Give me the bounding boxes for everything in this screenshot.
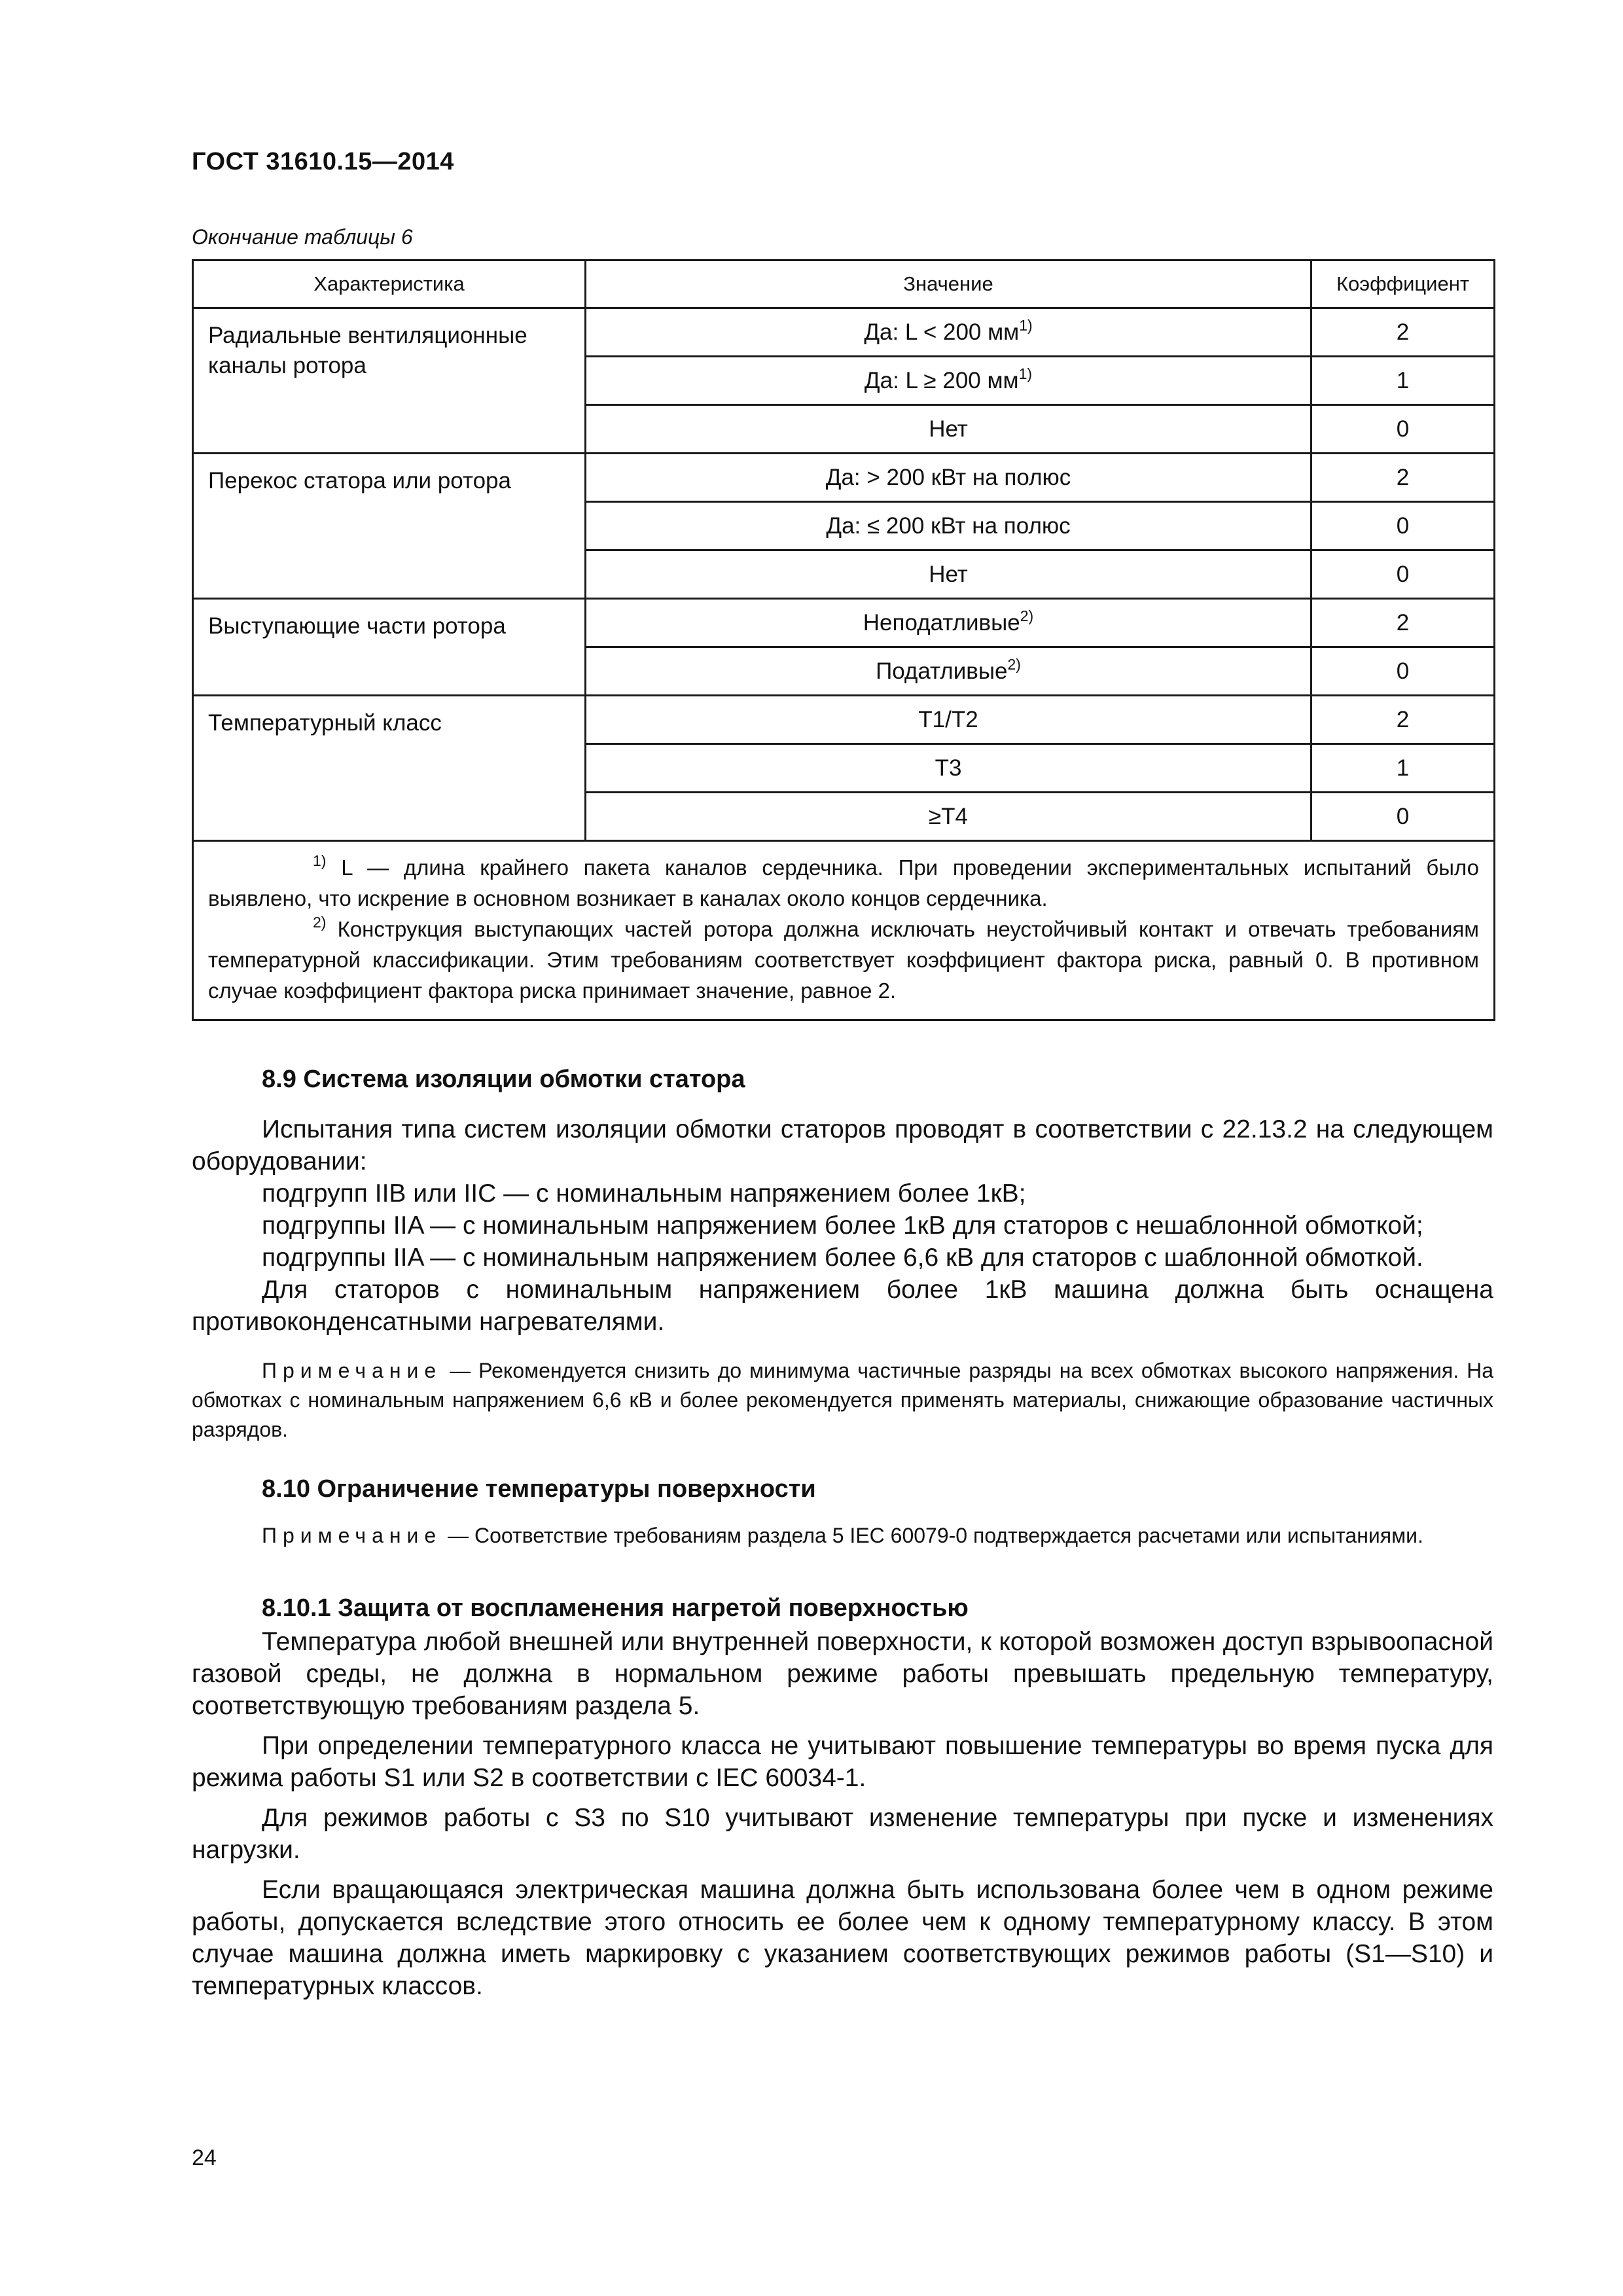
value-text: Да: L ≥ 200 мм bbox=[864, 367, 1019, 393]
value-text: Да: L < 200 мм bbox=[864, 319, 1020, 345]
value-cell bbox=[586, 647, 1311, 696]
value-cell: Нет bbox=[586, 550, 1311, 599]
table-row bbox=[193, 454, 1495, 502]
coefficient-cell: 0 bbox=[1311, 647, 1495, 696]
header-characteristic: Характеристика bbox=[193, 260, 586, 308]
paragraph: Для режимов работы с S3 по S10 учитывают изменение температуры при пуске и изменениях нагрузки. bbox=[192, 1804, 1493, 1864]
page-number: 24 bbox=[192, 2145, 217, 2170]
value-cell: Да: ≤ 200 кВт на полюс bbox=[586, 502, 1311, 550]
coefficient-table bbox=[192, 259, 1495, 1021]
coefficient-cell: 0 bbox=[1311, 550, 1495, 599]
characteristic-cell: Радиальные вентиляционные каналы ротора bbox=[193, 308, 586, 454]
section-8-10-1-body bbox=[192, 1626, 1493, 2002]
paragraph: При определении температурного класса не учитывают повышение температуры во время пуска для режима работы S1 или S2 в соответствии с IEC 60034-1. bbox=[192, 1732, 1493, 1792]
paragraph: Температура любой внешней или внутренней поверхности, к которой возможен доступ взрывоопасной газовой среды, не должна в нормальном режиме работы превышать предельную температуру, соответствующую требованиям раздела 5. bbox=[192, 1628, 1493, 1720]
paragraph: Для статоров с номинальным напряжением более 1кВ машина должна быть оснащена противоконденсатными нагревателями. bbox=[192, 1276, 1493, 1336]
characteristic-cell: Перекос статора или ротора bbox=[193, 454, 586, 599]
value-text: Податливые bbox=[876, 658, 1008, 684]
note-label: Примечание bbox=[262, 1524, 442, 1547]
table-notes bbox=[193, 841, 1495, 1020]
value-text: Неподатливые bbox=[863, 609, 1020, 636]
table-caption: Окончание таблицы 6 bbox=[192, 225, 413, 249]
characteristic-cell: Температурный класс bbox=[193, 696, 586, 841]
coefficient-cell: 2 bbox=[1311, 454, 1495, 502]
note-text: — Рекомендуется снизить до минимума частичные разряды на всех обмотках высокого напряжения. На обмотках с номинальным напряжением 6,6 кВ и более рекомендуется применять материалы, снижающие образование частичных разрядов. bbox=[192, 1359, 1493, 1441]
note-marker: 2) bbox=[313, 914, 327, 931]
footnote-ref: 1) bbox=[1019, 316, 1033, 334]
note-text: L — длина крайнего пакета каналов сердечника. При проведении экспериментальных испытаний было выявлено, что искрение в основном возникает в каналах около концов сердечника. bbox=[208, 855, 1480, 910]
section-8-9-body bbox=[192, 1113, 1493, 1338]
table-notes-row bbox=[193, 841, 1495, 1020]
note bbox=[192, 1356, 1493, 1444]
table-header-row bbox=[193, 260, 1495, 308]
footnote-ref: 1) bbox=[1018, 365, 1033, 382]
footnote-ref: 2) bbox=[1020, 607, 1034, 624]
value-cell: Т1/Т2 bbox=[586, 696, 1311, 744]
coefficient-cell: 2 bbox=[1311, 308, 1495, 357]
coefficient-cell: 2 bbox=[1311, 696, 1495, 744]
table-note-1 bbox=[208, 852, 1479, 914]
footnote-ref: 2) bbox=[1007, 655, 1021, 673]
note bbox=[192, 1521, 1493, 1551]
value-cell bbox=[586, 599, 1311, 647]
note-label: Примечание bbox=[262, 1359, 442, 1382]
note-marker: 1) bbox=[313, 852, 327, 869]
coefficient-cell: 0 bbox=[1311, 502, 1495, 550]
characteristic-cell: Выступающие части ротора bbox=[193, 599, 586, 696]
value-cell: Да: > 200 кВт на полюс bbox=[586, 454, 1311, 502]
table-row bbox=[193, 599, 1495, 647]
section-heading: 8.10 Ограничение температуры поверхности bbox=[262, 1475, 816, 1503]
value-cell: Нет bbox=[586, 405, 1311, 454]
header-value: Значение bbox=[586, 260, 1311, 308]
paragraph: Если вращающаяся электрическая машина должна быть использована более чем в одном режиме работы, допускается вследствие этого относить ее более чем к одному температурному классу. В этом случае машина должна иметь маркировку с указанием соответствующих режимов работы (S1—S10) и температурных классов. bbox=[192, 1876, 1493, 2000]
table-note-2 bbox=[208, 914, 1479, 1006]
coefficient-cell: 2 bbox=[1311, 599, 1495, 647]
paragraph: Испытания типа систем изоляции обмотки статоров проводят в соответствии с 22.13.2 на следующем оборудовании: bbox=[192, 1115, 1493, 1175]
list-item: подгрупп IIB или IIC — с номинальным напряжением более 1кВ; bbox=[262, 1179, 1026, 1208]
value-cell bbox=[586, 308, 1311, 357]
coefficient-cell: 0 bbox=[1311, 405, 1495, 454]
list-item: подгруппы IIA — с номинальным напряжением более 6,6 кВ для статоров с шаблонной обмоткой. bbox=[262, 1244, 1423, 1272]
value-cell: Т3 bbox=[586, 744, 1311, 793]
value-cell bbox=[586, 357, 1311, 405]
coefficient-cell: 1 bbox=[1311, 744, 1495, 793]
table-row bbox=[193, 308, 1495, 357]
section-heading: 8.9 Система изоляции обмотки статора bbox=[262, 1066, 745, 1093]
coefficient-cell: 0 bbox=[1311, 793, 1495, 841]
header-coefficient: Коэффициент bbox=[1311, 260, 1495, 308]
document-header: ГОСТ 31610.15—2014 bbox=[192, 148, 454, 175]
value-cell: ≥Т4 bbox=[586, 793, 1311, 841]
note-text: — Соответствие требованиям раздела 5 IEC 60079-0 подтверждается расчетами или испытаниями. bbox=[442, 1524, 1423, 1547]
coefficient-cell: 1 bbox=[1311, 357, 1495, 405]
list-item: подгруппы IIA — с номинальным напряжением более 1кВ для статоров с нешаблонной обмоткой; bbox=[262, 1211, 1423, 1240]
table-row bbox=[193, 696, 1495, 744]
note-text: Конструкция выступающих частей ротора должна исключать неустойчивый контакт и отвечать требованиям температурной классификации. Этим требованиям соответствует коэффициент фактора риска, равный 0. В противном случае коэффициент фактора риска принимает значение, равное 2. bbox=[208, 917, 1479, 1003]
section-heading: 8.10.1 Защита от воспламенения нагретой поверхностью bbox=[262, 1594, 969, 1622]
